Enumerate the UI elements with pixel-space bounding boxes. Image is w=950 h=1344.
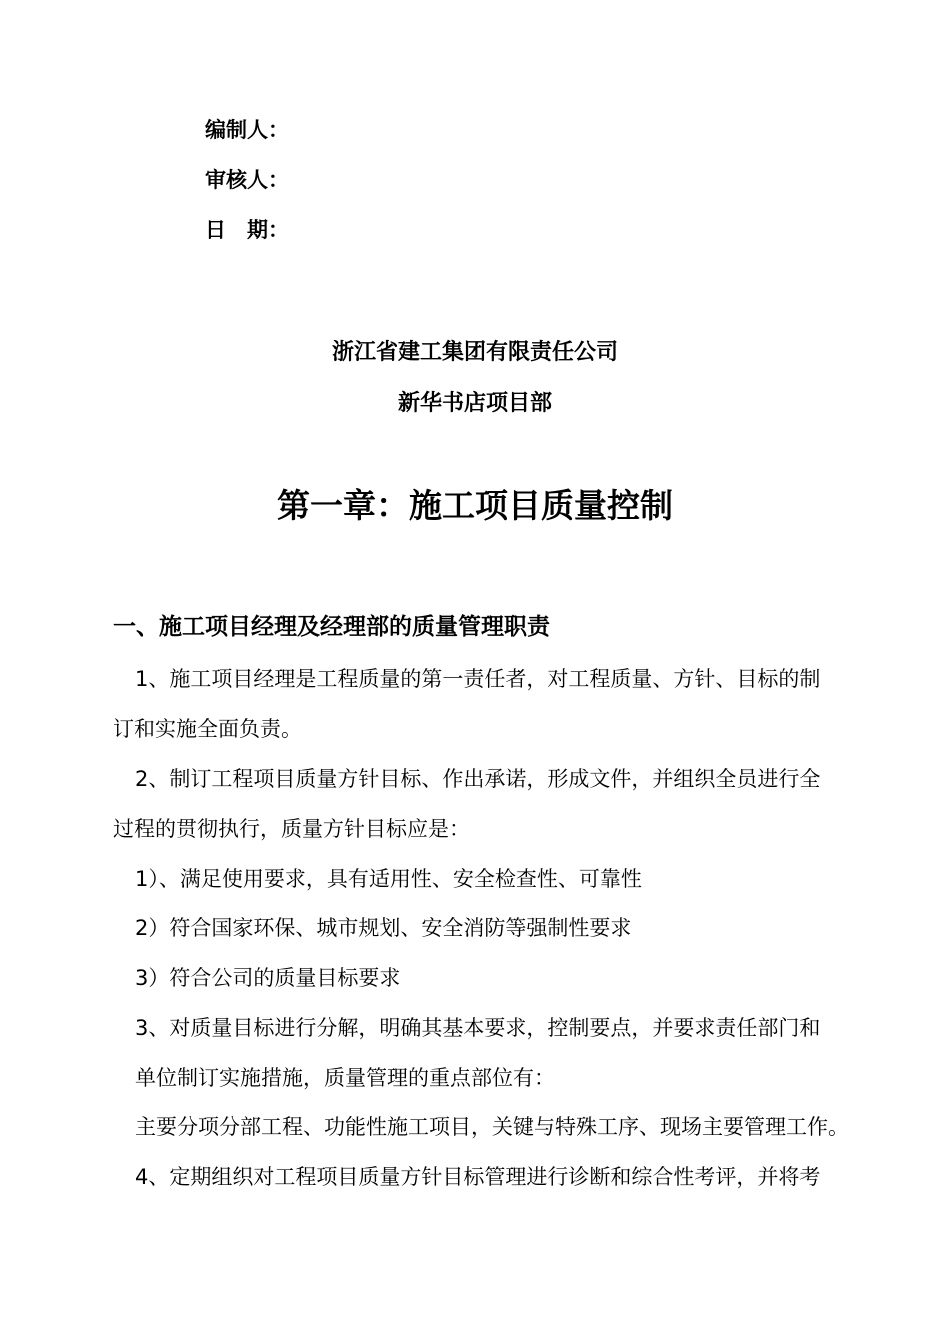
paragraph-line: 主要分项分部工程、功能性施工项目，关键与特殊工序、现场主要管理工作。 — [135, 1115, 849, 1139]
paragraph-line: 1、施工项目经理是工程质量的第一责任者，对工程质量、方针、目标的制 — [135, 667, 821, 691]
paragraph-line: 4、定期组织对工程项目质量方针目标管理进行诊断和综合性考评，并将考 — [135, 1165, 821, 1189]
company-name: 浙江省建工集团有限责任公司 — [331, 340, 618, 365]
paragraph-line: 3、对质量目标进行分解，明确其基本要求，控制要点，并要求责任部门和 — [135, 1016, 821, 1040]
paragraph-line: 单位制订实施措施，质量管理的重点部位有： — [135, 1066, 555, 1090]
list-item: 1）、满足使用要求，具有适用性、安全检查性、可靠性 — [135, 867, 642, 891]
department-name: 新华书店项目部 — [397, 391, 552, 416]
paragraph-line: 过程的贯彻执行，质量方针目标应是： — [113, 817, 470, 841]
paragraph-line: 订和实施全面负责。 — [113, 717, 302, 741]
list-item: 3）符合公司的质量目标要求 — [135, 966, 401, 990]
date-label: 日 期： — [205, 218, 289, 242]
chapter-title: 第一章：施工项目质量控制 — [277, 486, 673, 525]
paragraph-line: 2、制订工程项目质量方针目标、作出承诺，形成文件，并组织全员进行全 — [135, 767, 821, 791]
compiler-label: 编制人： — [205, 118, 289, 142]
list-item: 2）符合国家环保、城市规划、安全消防等强制性要求 — [135, 916, 632, 940]
section-title: 一、施工项目经理及经理部的质量管理职责 — [113, 614, 550, 640]
reviewer-label: 审核人： — [205, 168, 289, 192]
